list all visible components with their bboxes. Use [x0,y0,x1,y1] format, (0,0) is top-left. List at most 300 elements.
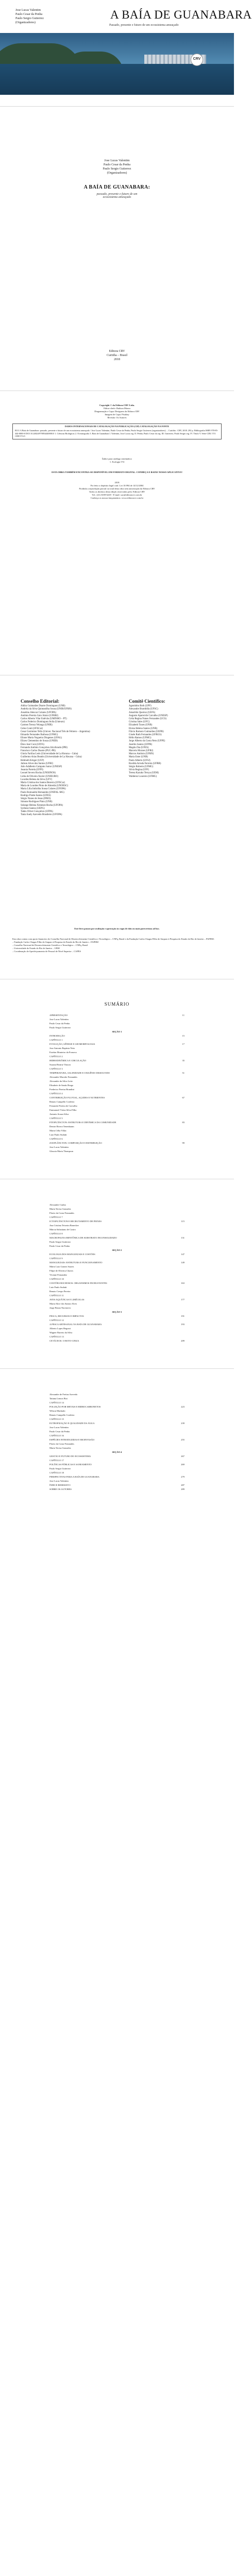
copyright-line: Editor-chefe: Railson Moura [104,407,130,410]
summary-entry-title: Jose Lucas Valentim [49,1426,69,1429]
scientific-committee-member: Gisele Ruth Fernandes (UFRGS) [129,734,162,737]
summary-entry-title: Jose Antonio Baptista Neto [49,1047,75,1049]
summary-entry-page: 193 [181,1323,184,1326]
scientific-committee-member: Flávio Romero Guimarães (UEPB) [129,730,164,733]
cover-author-role: (Organizadores) [15,21,36,24]
summary-entry-title: Renato Campello Cordeiro [49,1100,75,1103]
summary-entry [49,1241,184,1244]
publisher-year: 2018 [114,358,120,361]
summary-entry [49,1133,184,1137]
cover-subtitle: Passado, presente e futuro de um ecossistema ameaçado [109,24,179,27]
editorial-council-member: Elione Maria Nogueira Diogenes (UFAL) [21,737,62,740]
summary-entry-title: Frederico Pereira Brandini [49,1088,74,1091]
summary-entry-title: Paulo Cesar da Penha [49,1022,70,1025]
summary-entry [49,1022,184,1025]
summary-entry-title: CAPÍTULO 15 [49,1418,64,1420]
scientific-committee-member: Marcelo Moraes (UFRJ) [129,750,154,753]
summary-entry [49,1212,184,1215]
editorial-council-member: Lourdes Helena da Silva (UFV) [21,778,53,781]
summary-entry [49,1245,184,1248]
editorial-council-member: Gloria Fariñas León (Universidade de La Havana – Cuba) [21,753,78,756]
funding-notes [12,938,222,953]
scientific-committee-member: Silvia Regina (UFF) [129,769,149,772]
summary-entry [49,1319,184,1322]
summary-entry-page: 83 [182,1121,184,1124]
summary-entry [49,1096,184,1099]
scientific-committee-member: Agostinho Both (UPF) [129,705,152,708]
editorial-council-member: Cesar Gerónimo Tello (Univer. Nacional Três de Febrero – Argentina) [21,730,90,733]
summary-entry [49,1026,184,1029]
summary-section-heading: SEÇÃO 2 [112,1249,122,1251]
summary-section-heading: SEÇÃO 3 [112,1311,122,1313]
summary-entry-page: 177 [181,1298,184,1301]
summary-entry [49,1208,184,1211]
scientific-committee-member: Teresa Kazuko Teruya (UEM) [129,772,159,775]
summary-entry [49,1063,184,1066]
rights-line: 2018 [114,481,120,484]
editorial-council-member: Carlos Alberto Vilar Estêvão (UMINHO – PT) [21,718,67,721]
publisher-logo [191,54,203,66]
summary-entry-title: Alexandre Macedo Fernandes [49,1076,77,1078]
summary-entry-title: ECOLOGIA DOS MANGUEZAIS E COSTÕES [49,1253,95,1256]
summary-entry [49,1265,184,1268]
summary-entry-title: Mário Luiz Gomes Soares [49,1265,74,1268]
summary-entry [49,1302,184,1306]
summary-entry-title: CAPÍTULO 10 [49,1278,64,1280]
scientific-committee-member: Alexandre Brambilla (UFSC) [129,708,158,711]
summary-entry [49,1146,184,1149]
editorial-council-member: Eduardo Fernandes Barbosa (UFMG) [21,734,58,737]
summary-entry-title: CAPÍTULO 9 [49,1257,63,1260]
summary-entry-title: CETÁCEOS: O BOTO-CINZA [49,1340,79,1342]
rights-line: Tel.: (41) 3039-6418 - E-mail: sac@editoracrv.com.br [92,494,142,496]
summary-entry-title: Alexandre de Freitas Azevedo [49,1393,78,1396]
summary-entry [49,1294,184,1297]
summary-entry [49,1072,184,1075]
index-title: Índice para catálogo sistemático [102,457,132,460]
rights-line: Proibida a reprodução parcial ou total desta obra sem autorização da Editora CRV [79,487,155,490]
summary-entry-title: Denise Rivera Tenenbaum [49,1125,74,1128]
summary-entry [49,1430,184,1433]
editorial-council-member: Celso Conti (UFSCar) [21,727,43,730]
summary-entry [49,1142,184,1145]
summary-entry [49,1076,184,1079]
summary-entry-page: 267 [181,1455,184,1458]
title-author-1: Jose Lucas Valentim [104,159,130,162]
editorial-council-member: Elizeu Clementino de Souza (UNEB) [21,740,58,743]
summary-entry [49,1274,184,1277]
summary-entry [49,1121,184,1124]
summary-entry [49,1340,184,1343]
summary-entry-title: Viviane Fernandez [49,1274,67,1276]
summary-entry-page: 11 [182,1014,184,1016]
summary-entry-title: POLÍTICAS PÚBLICAS E SANEAMENTO [49,1463,92,1466]
summary-entry-title: Maria Teresa Gonzalez [49,1447,71,1449]
editorial-council-member: Sérgio Nunes de Jesus (IFRO) [21,798,51,801]
summary-entry-title: CAPÍTULO 8 [49,1232,63,1235]
summary-entry [49,1418,184,1421]
summary-entry-title: CAPÍTULO 3 [49,1067,63,1070]
funding-note: – Conselho Nacional de Desenvolvimento Científico e Tecnológico – CNPq, Brasil [12,944,88,946]
rights-block [0,481,234,500]
index-entry: 1. Ecologia 574 [109,461,125,463]
summary-entry-title: CAPÍTULO 16 [49,1434,64,1437]
editorial-council-list [21,705,108,817]
editorial-council-member: Josania Portela (UFPI) [21,769,43,772]
scientific-committee-member: Rosilda Arruda Ferreira (UFRB) [129,762,161,765]
editorial-council-title: Conselho Editorial: [21,699,60,704]
cover-author-2: Paulo Cesar da Penha [15,13,43,16]
summary-entry-title: TEMPERATURA, SALINIDADE E OXIGÊNIO DISSOLVIDO [49,1072,110,1074]
scientific-committee-member: Elizabeth Tunes (UNB) [129,724,153,727]
summary-entry [49,1438,184,1442]
summary-entry [49,1257,184,1260]
summary-entry [49,1055,184,1058]
summary-entry-title: INTRODUÇÃO [49,1035,65,1037]
summary-entry-title: Ana Cristina Teixeira Bonecker [49,1224,79,1227]
summary-entry [49,1084,184,1087]
catalog-body: B111 A Baía de Guanabara: passado, presente e futuro de um ecossistema ameaçado / Jose Lucas Valentim, Paulo Cesar da Penha, Paulo Sergio Gutierrez (organizadores). – Curitiba : CRV, 2018. 292 p. Bibliografia ISBN 978-85-444-0000-0 DOI 10.24824/978854440000.0 1. Ciências Biológicas 2. Oceanografia 3. Baía de Guanabara I. Valentim, Jose Lucas org. II. Penha, Paulo Cesar da org. III. Gutierrez, Paulo Sergio org. IV. Título V. Série CDU 574 CDD 574.5 [15,429,219,438]
summary-entry-title: Maria Célia Villac [49,1129,67,1132]
summary-entry-title: PERSPECTIVAS PARA A BAÍA DE GUANABARA [49,1476,99,1478]
editorial-council-member: Solange Helena Ximenes-Rocha (UFOPA) [21,804,63,807]
editorial-council [21,700,108,817]
summary-entry-title: Jose Lucas Valentim [49,1146,69,1148]
summary-entry [49,1447,184,1450]
editorial-council-member: Maria Lília Imbiriba Sousa Colares (UFOPA) [21,788,66,791]
summary-entry [49,1088,184,1091]
summary-entry [49,1410,184,1413]
summary-entry-page: 239 [181,1422,184,1425]
editorial-council-member: Carmen Tereza Velanga (UNIR) [21,724,53,727]
summary-entry [49,1422,184,1425]
summary-entry [49,1232,184,1235]
summary-entry [49,1125,184,1128]
funding-note: Esta obra contou com apoio financeiro do Conselho Nacional de Desenvolvimento Científico e Tecnológico – CNPq, Brasil e da Fundação Carlos Chagas Filho de Amparo à Pesquisa do Estado do Rio de Janeiro – FAPERJ. [12,938,214,940]
copyright-line: Revisão: Os Autores [107,416,127,419]
summary-entry [49,1484,184,1487]
summary-entry-title: Flavio da Costa Fernandes [49,1443,74,1445]
scientific-committee-member: Augusto Aparecido Carvalho (UNESP) [129,714,168,717]
summary-entry [49,1220,184,1223]
summary-entry-title: CAPÍTULO 13 [49,1335,64,1338]
title-author-role: (Organizadores) [107,172,127,175]
summary-entry-title: Jose Lucas Valentim [49,1018,69,1021]
summary-entry [49,1253,184,1256]
scientific-committee-member: Sérgio Roberto (UFMG) [129,766,154,769]
copyright-credits [0,404,234,419]
summary-entry [49,1278,184,1281]
publisher-city: Curitiba – Brasil [107,354,127,357]
summary-entry [49,1047,184,1050]
summary-entry-title: Renato Campello Cordeiro [49,1414,75,1416]
catalog-card [12,423,222,439]
summary-entry-page: 269 [181,1463,184,1466]
summary-entry [49,1315,184,1318]
summary-entry [49,1080,184,1083]
summary-entry [49,1129,184,1132]
cover-title: A BAÍA DE GUANABARA [110,8,252,21]
summary-entry [49,1393,184,1396]
copyright-line: Diagramação e Capa: Designers da Editora CRV [94,410,140,413]
summary-entry-title: POLUIÇÃO POR METAIS E HIDROCARBONETOS [49,1405,101,1408]
summary-entry [49,1397,184,1400]
summary-entry [49,1039,184,1042]
summary-entry [49,1323,184,1326]
summary-entry-title: Alexandre Cunha [49,1204,66,1206]
summary-entry-page: 147 [181,1253,184,1256]
summary-entry [49,1113,184,1116]
peer-review-note: Este livro passou por avaliação e aprovação às cegas de dois ou mais pareceristas ad hoc. [74,927,160,930]
summary-entry [49,1100,184,1104]
summary-entry-page: 15 [182,1035,184,1037]
summary-entry [49,1067,184,1071]
summary-entry-title: GESTÃO E FUTURO DO ECOSSISTEMA [49,1455,91,1458]
summary-entry [49,1117,184,1120]
summary-entry-title: Maria Teresa Gonzalez [49,1208,71,1210]
summary-entry [49,1443,184,1446]
summary-entry-title: CAPÍTULO 4 [49,1092,63,1095]
editorial-council-member: Sydione Santos (UEPG) [21,807,45,810]
summary-entry-title: Emmanoel Vieira Silva Filho [49,1109,77,1111]
summary-entry [49,1414,184,1417]
summary-entry [49,1476,184,1479]
editorial-council-member: Anselmo Alencar Colares (UFOPA) [21,711,56,714]
summary-entry [49,1467,184,1470]
summary-entry [49,1331,184,1334]
rights-line: Conheça os nossos lançamentos: www.editoracrv.com.br [90,497,144,499]
scientific-committee-member: Hélio Ramos (UFMG) [129,737,152,740]
summary-entry [49,1282,184,1285]
funding-note: – Fundação Carlos Chagas Filho de Amparo à Pesquisa do Estado do Rio de Janeiro – FAPERJ [12,941,99,943]
summary-entry-title: Wilson Machado [49,1410,65,1412]
summary-entry [49,1051,184,1054]
summary-entry-page: 67 [182,1096,184,1099]
summary-entry-title: Alexandre da Silva Leite [49,1080,73,1082]
summary-entry-title: Flavio da Costa Fernandes [49,1212,74,1214]
summary-entry [49,1261,184,1264]
editorial-council-member: Simone Rodrigues Pinto (UNB) [21,801,53,804]
editorial-council-member: Aldira Guimarães Duarte Domínguez (UNB) [21,705,65,708]
summary-entry-title: PESCA, RECURSOS E IMPACTOS [49,1315,84,1317]
summary-entry-title: Alberto Lopes Begossi [49,1327,71,1330]
summary-entry [49,1290,184,1293]
summary-entry-title: Wagner Barreto da Silva [49,1331,73,1334]
page-separator [0,106,234,107]
summary-entry-title: Paulo Sergio Gutierrez [49,1026,71,1029]
summary-entry [49,1224,184,1227]
funding-note: – Coordenação de Aperfeiçoamento de Pessoal de Nível Superior – CAPES [12,950,81,953]
summary-entry-title: Estefan Monteiro da Fonseca [49,1051,77,1054]
scientific-committee-member: Joselito Santos (UFPB) [129,743,153,746]
summary-section-heading: SEÇÃO 4 [112,1451,122,1453]
summary-entry-page: 149 [181,1261,184,1264]
summary-entry [49,1471,184,1475]
summary-entry [49,1204,184,1207]
summary-entry-page: 255 [181,1438,184,1441]
rights-line: Todos os direitos desta edição reservados pela: Editora CRV [89,490,145,493]
summary-entry-title: Susana Beatriz Vinzon [49,1063,71,1066]
summary-entry [49,1014,184,1017]
summary-entry-title: CAPÍTULO 6 [49,1138,63,1140]
scientific-committee-member: Walderez Loureiro (UFMG) [129,775,157,778]
summary-entry-title: A PESCA ARTESANAL NA BAÍA DE GUANABARA [49,1323,102,1326]
title-authors [0,159,234,175]
summary-entry-title: COSTÕES ROCHOSOS: ORGANISMOS INCRUSTANTES [49,1282,107,1284]
editorial-council-member: Jailson Alves dos Santos (UFRJ) [21,762,53,765]
summary-entry-title: CAPÍTULO 14 [49,1401,64,1404]
summary-entry [49,1035,184,1038]
summary-entry-title: Luiz Paulo Sudatti [49,1286,67,1289]
title-author-2: Paulo Cesar da Penha [103,163,131,166]
summary-entry [49,1434,184,1437]
summary-entry-page: 209 [181,1340,184,1342]
summary-entry-title: Maria Alice dos Santos Alves [49,1302,77,1305]
summary-entry [49,1269,184,1273]
summary-entry [49,1401,184,1404]
summary-entry [49,1150,184,1153]
catalog-index [0,457,234,464]
editorial-council-member: Élsio José Corá (UFFS) [21,743,44,746]
summary-entry-title: Paulo Sergio Gutierrez [49,1241,71,1243]
summary-entry-title: CAPÍTULO 5 [49,1117,63,1120]
editorial-council-member: Maria Cristina dos Santos Bezerra (UFSCar) [21,782,65,785]
summary-entry [49,1459,184,1462]
summary-entry-page: 163 [181,1282,184,1284]
summary-entry-title: Renato Crespo Pereira [49,1290,71,1293]
summary-entry-title: CAPÍTULO 11 [49,1294,64,1297]
editorial-council-member: Antônio Pereira Gaio Júnior (UFRRJ) [21,714,59,717]
summary-entry-title: Paulo Sergio Gutierrez [49,1467,71,1470]
summary-entry-title: CAPÍTULO 17 [49,1459,64,1462]
summary-entry [49,1307,184,1310]
editorial-council-member: João Adalberto Campato Junior (UNESP) [21,766,62,769]
summary-entry-title: Jorge Bruno Nacinovic [49,1307,71,1309]
summary-entry-title: CAPÍTULO 12 [49,1319,64,1321]
title-author-3: Paulo Sergio Gutierrez [103,167,131,171]
summary-entry [49,1463,184,1466]
summary-entry-title: ZOOPLÂNCTON: COMPOSIÇÃO E DISTRIBUIÇÃO [49,1142,102,1144]
summary-entry-title: Elisabete de Santis Braga [49,1084,73,1087]
summary-entry-title: CONTRIBUIÇÃO FLUVIAL, AÇUDES E NUTRIENTES [49,1096,105,1099]
summary-entry-title: CAPÍTULO 1 [49,1039,63,1041]
scientific-committee-member: Marcos Antônio (UFRN) [129,753,154,756]
scientific-committee-member: Paulo Alberto (UFSJ) [129,759,150,762]
summary-entry-title: SOBRE OS AUTORES [49,1488,72,1490]
summary-entry-page: 51 [182,1072,184,1074]
summary-entry [49,1105,184,1108]
summary-entry-title: CAPÍTULO 7 [49,1216,63,1218]
editorial-council-member: Tania Suely Azevedo Brasileiro (UFOPA) [21,814,62,817]
scientific-committee-member: Magda Zita (UFES) [129,746,149,749]
summary-entry-title: Paulo Cesar da Penha [49,1245,70,1247]
summary-entry [49,1138,184,1141]
summary-entry [49,1488,184,1491]
title-page-subtitle [0,193,234,199]
summary-entry-title: ESPÉCIES INTRODUZIDAS E BIOINVASÃO [49,1438,95,1441]
summary-entry-title: FITOPLÂNCTON: ESTRUTURA E DINÂMICA DA COMUNIDADE [49,1121,116,1124]
summary-entry-page: 279 [181,1476,184,1478]
summary-entry-page: 17 [182,1043,184,1045]
summary-entry-page: 223 [181,1405,184,1408]
summary-entry [49,1327,184,1330]
summary-entry [49,1059,184,1062]
summary-entry-title: HIDRODINÂMICA E CIRCULAÇÃO [49,1059,87,1062]
cover-author-3: Paulo Sergio Gutierrez [15,17,44,20]
title-page-publisher [0,349,234,362]
summary-entry-title: EVOLUÇÃO, GÊNESE E GEOMORFOLOGIA [49,1043,95,1045]
digital-notice: ESTA OBRA TAMBÉM ENCONTRA-SE DISPONÍVEL EM FORMATO DIGITAL. CONHEÇA E BAIXE NOSSO APLICATIVO! [52,471,182,473]
summary-entry-page: 287 [181,1484,184,1486]
subtitle-line-1: passado, presente e futuro de um [96,193,138,196]
page-separator [0,1368,234,1369]
summary-entry-page: 99 [182,1142,184,1144]
summary-title: SUMÁRIO [104,1002,130,1007]
scientific-committee-title: Comitê Científico: [129,699,165,704]
summary-entry-page: 115 [181,1220,184,1223]
summary-entry [49,1018,184,1021]
editorial-council-member: Francisco Carlos Duarte (PUC-PR) [21,750,56,753]
summary-entry-title: Tatiana Lemos Bisi [49,1397,68,1400]
summary-entry-title: Glaucia Maria Thompson [49,1150,74,1153]
summary-entry-title: ICTIOPLÂNCTON E RECRUTAMENTO DE PEIXES [49,1220,102,1223]
summary-entry-page: 191 [181,1315,184,1317]
summary-entry-page: 131 [181,1236,184,1239]
catalog-header: DADOS INTERNACIONAIS DE CATALOGAÇÃO NA PUBLICAÇÃO (CIP) CATALOGAÇÃO NA FONTE [64,425,170,428]
summary-entry-title: MANGUEZAIS: ESTRUTURA E FUNCIONAMENTO [49,1261,103,1264]
summary-entry-title: AVES AQUÁTICAS E LIMÍCOLAS [49,1298,85,1301]
summary-entry [49,1335,184,1338]
summary-entry [49,1298,184,1301]
summary-entry-title: Antonio Souza Silva [49,1113,69,1115]
cover-author-1: Jose Lucas Valentim [15,9,41,12]
editorial-council-member: Carlos Federico Dominguez Avila (Unieuro) [21,721,65,724]
copyright-page [0,394,234,672]
title-page-title: A BAÍA DE GUANABARA: [83,184,150,190]
summary-entry-page: 35 [182,1059,184,1062]
summary-entry-title: CAPÍTULO 18 [49,1471,64,1474]
copyright-line: Imagem de Capa: Pixabay [105,413,129,416]
editorial-council-member: Maria de Lourdes Pinto de Almeida (UNOESC) [21,785,69,788]
scientific-committee-member: Maria Ester (UNB) [129,756,148,759]
copyright-line: Copyright © da Editora CRV Ltda. [99,404,135,406]
summary-entry [49,1480,184,1483]
summary-entry [49,1092,184,1095]
editorial-council-member: Andréia da Silva Quintanilha Sousa (UNIR/UFRN) [21,708,72,711]
summary-entry [49,1216,184,1219]
summary-entry-page: 289 [181,1488,184,1490]
summary-entry [49,1286,184,1289]
summary-entry-title: Filipe de Oliveira Chaves [49,1269,74,1272]
editorial-council-member: Rodrigo Pratte-Santos (UFES) [21,794,51,797]
publisher-name: Editora CRV [109,350,125,353]
summary-entry [49,1228,184,1231]
scientific-committee-member: Celia Regina Nunes Fernandes (UCS) [129,718,167,721]
scientific-committee-member: Cristina Sales (UFC) [129,721,150,724]
editorial-council-member: Helmuth Krüger (UCP) [21,759,44,762]
scientific-committee-member: Eloisa Helena Santos (UNB) [129,727,158,730]
cover-authors [15,8,44,25]
rights-line: Foi feito o depósito legal conf. Lei 10.994 de 14/12/2004 [90,484,144,487]
summary-entry-title: Paulo Cesar da Penha [49,1430,70,1433]
summary-section-heading: SEÇÃO 1 [112,1030,122,1033]
summary-entry-title: CAPÍTULO 2 [49,1055,63,1058]
funding-note: – Universidade do Estado do Rio de Janeiro – UERJ [12,947,60,950]
editorial-council-member: Tadeu Oliver Gonçalves (UFPA) [21,810,53,813]
summary-entry-title: Luiz Paulo Sudatti [49,1133,67,1136]
summary-entry-title: EUTROFIZAÇÃO E QUALIDADE DA ÁGUA [49,1422,95,1425]
subtitle-line-2: ecossistema ameaçado [103,196,131,199]
